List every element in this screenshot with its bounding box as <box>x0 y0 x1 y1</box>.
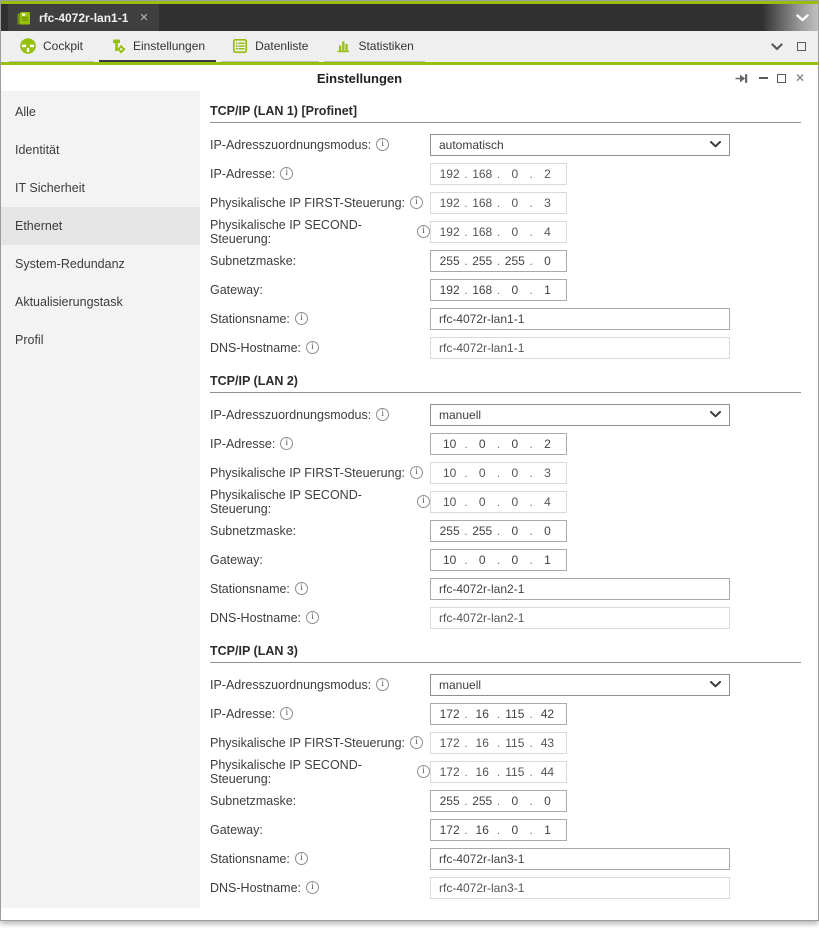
field-label: IP-Adresszuordnungsmodus: i <box>210 408 430 422</box>
field-row <box>210 159 801 188</box>
settings-sidebar <box>1 91 200 908</box>
sidebar-item-alle[interactable]: Alle <box>15 105 36 119</box>
field-row <box>210 275 801 304</box>
field-row <box>210 757 801 786</box>
info-icon[interactable]: i <box>376 408 389 421</box>
subnet-mask-input[interactable]: 255 . 255 . 0 . 0 <box>430 520 567 542</box>
field-label: DNS-Hostname: i <box>210 611 430 625</box>
field-label: IP-Adresse: i <box>210 167 430 181</box>
info-icon[interactable]: i <box>280 707 293 720</box>
tab-cockpit[interactable] <box>9 31 94 62</box>
cockpit-icon <box>20 38 36 54</box>
info-icon[interactable]: i <box>295 582 308 595</box>
station-name-input[interactable] <box>430 848 730 870</box>
field-row <box>210 487 801 516</box>
panel-header <box>1 65 818 91</box>
field-label: Physikalische IP SECOND-Steuerung: i <box>210 218 430 246</box>
data-list-icon <box>232 38 248 54</box>
ip-mode-select[interactable]: manuell <box>430 404 730 426</box>
dns-hostname-input[interactable] <box>430 877 730 899</box>
field-row <box>210 246 801 275</box>
field-label: Subnetzmaske: <box>210 793 297 808</box>
minimize-icon[interactable] <box>759 77 768 79</box>
field-row <box>210 603 801 632</box>
info-icon[interactable]: i <box>376 678 389 691</box>
phys-ip-first-input[interactable]: 192 . 168 . 0 . 3 <box>430 192 567 214</box>
sidebar-item-identitaet[interactable]: Identität <box>15 143 60 157</box>
ip-address-input[interactable]: 172 . 16 . 115 . 42 <box>430 703 567 725</box>
field-label: IP-Adresse: i <box>210 437 430 451</box>
panel-body <box>1 91 818 920</box>
info-icon[interactable]: i <box>280 167 293 180</box>
sidebar-item-system-redundanz[interactable]: System-Redundanz <box>15 257 125 271</box>
chevron-down-icon <box>710 141 721 148</box>
toolbar-right-controls <box>771 31 806 62</box>
subnet-mask-input[interactable]: 255 . 255 . 255 . 0 <box>430 250 567 272</box>
field-label: Physikalische IP FIRST-Steuerung: i <box>210 736 430 750</box>
tab-label: Einstellungen <box>133 38 206 53</box>
device-tab-title: rfc-4072r-lan1-1 <box>39 10 129 25</box>
field-row <box>210 458 801 487</box>
field-row <box>210 670 801 699</box>
field-label: IP-Adresse: i <box>210 707 430 721</box>
section-tcpip-lan2 <box>210 374 801 632</box>
field-row <box>210 429 801 458</box>
tab-label: Cockpit <box>43 39 84 53</box>
panel-title: Einstellungen <box>316 70 403 86</box>
gateway-input[interactable]: 192 . 168 . 0 . 1 <box>430 279 567 301</box>
phys-ip-second-input[interactable]: 172 . 16 . 115 . 44 <box>430 761 567 783</box>
field-label: Physikalische IP SECOND-Steuerung: i <box>210 758 430 786</box>
phys-ip-first-input[interactable]: 10 . 0 . 0 . 3 <box>430 462 567 484</box>
tab-overflow-area <box>762 4 818 31</box>
gateway-input[interactable]: 10 . 0 . 0 . 1 <box>430 549 567 571</box>
field-row <box>210 400 801 429</box>
field-label: Physikalische IP FIRST-Steuerung: i <box>210 196 430 210</box>
sidebar-item-aktualisierungstask[interactable]: Aktualisierungstask <box>15 295 123 309</box>
tab-label: Statistiken <box>358 39 414 53</box>
field-row <box>210 728 801 757</box>
sidebar-item-profil[interactable]: Profil <box>15 333 44 347</box>
phys-ip-second-input[interactable]: 10 . 0 . 0 . 4 <box>430 491 567 513</box>
field-row <box>210 873 801 902</box>
gateway-input[interactable]: 172 . 16 . 0 . 1 <box>430 819 567 841</box>
section-title: TCP/IP (LAN 3) <box>210 644 801 663</box>
field-label: Stationsname: i <box>210 582 430 596</box>
field-row <box>210 699 801 728</box>
sidebar-item-it-sicherheit[interactable]: IT Sicherheit <box>15 181 85 195</box>
field-label: Stationsname: i <box>210 312 430 326</box>
restore-window-icon[interactable] <box>797 42 806 51</box>
tab-statistiken[interactable] <box>324 31 424 62</box>
info-icon[interactable]: i <box>417 495 430 508</box>
field-label: Gateway: <box>210 552 263 567</box>
field-label: DNS-Hostname: i <box>210 881 430 895</box>
field-row <box>210 304 801 333</box>
device-tab[interactable] <box>8 4 159 31</box>
info-icon[interactable]: i <box>280 437 293 450</box>
field-label: DNS-Hostname: i <box>210 341 430 355</box>
info-icon[interactable]: i <box>417 765 430 778</box>
chevron-down-icon <box>710 681 721 688</box>
field-row <box>210 786 801 815</box>
tab-einstellungen[interactable] <box>99 31 216 62</box>
info-icon[interactable]: i <box>410 466 423 479</box>
info-icon[interactable]: i <box>306 611 319 624</box>
plc-device-icon <box>16 10 32 26</box>
chevron-down-icon <box>710 411 721 418</box>
field-label: Physikalische IP SECOND-Steuerung: i <box>210 488 430 516</box>
chevron-down-icon[interactable] <box>796 14 809 22</box>
tab-datenliste[interactable] <box>221 31 319 62</box>
field-label: Stationsname: i <box>210 852 430 866</box>
statistics-icon <box>335 38 351 54</box>
info-icon[interactable]: i <box>295 312 308 325</box>
tab-label: Datenliste <box>255 39 309 53</box>
field-label: Subnetzmaske: <box>210 253 297 268</box>
station-name-input[interactable] <box>430 308 730 330</box>
field-row <box>210 217 801 246</box>
ip-address-input[interactable]: 192 . 168 . 0 . 2 <box>430 163 567 185</box>
field-row <box>210 333 801 362</box>
info-icon[interactable]: i <box>306 881 319 894</box>
subnet-mask-input[interactable]: 255 . 255 . 0 . 0 <box>430 790 567 812</box>
ip-mode-select[interactable]: manuell <box>430 674 730 696</box>
document-tab-bar <box>1 4 818 31</box>
tab-close-icon[interactable]: ✕ <box>139 12 149 24</box>
info-icon[interactable]: i <box>410 196 423 209</box>
phys-ip-second-input[interactable]: 192 . 168 . 0 . 4 <box>430 221 567 243</box>
settings-content <box>200 91 818 920</box>
section-tcpip-lan3 <box>210 644 801 902</box>
field-label: IP-Adresszuordnungsmodus: i <box>210 138 430 152</box>
dns-hostname-input[interactable] <box>430 607 730 629</box>
field-label: Physikalische IP FIRST-Steuerung: i <box>210 466 430 480</box>
settings-tool-icon <box>110 38 126 54</box>
panel-window-controls <box>735 65 805 91</box>
field-label: Gateway: <box>210 282 263 297</box>
info-icon[interactable]: i <box>410 736 423 749</box>
station-name-input[interactable] <box>430 578 730 600</box>
view-toolbar <box>1 31 818 62</box>
field-row <box>210 516 801 545</box>
info-icon[interactable]: i <box>376 138 389 151</box>
info-icon[interactable]: i <box>417 225 430 238</box>
maximize-icon[interactable] <box>777 74 786 83</box>
field-label: Subnetzmaske: <box>210 523 297 538</box>
field-label: Gateway: <box>210 822 263 837</box>
field-label: IP-Adresszuordnungsmodus: i <box>210 678 430 692</box>
ip-mode-select[interactable]: automatisch <box>430 134 730 156</box>
field-row <box>210 545 801 574</box>
section-title: TCP/IP (LAN 2) <box>210 374 801 393</box>
info-icon[interactable]: i <box>295 852 308 865</box>
dns-hostname-input[interactable] <box>430 337 730 359</box>
field-row <box>210 815 801 844</box>
field-row <box>210 844 801 873</box>
pin-icon[interactable] <box>735 72 750 85</box>
field-row <box>210 188 801 217</box>
close-icon[interactable]: ✕ <box>794 71 805 85</box>
field-row <box>210 130 801 159</box>
ip-address-input[interactable]: 10 . 0 . 0 . 2 <box>430 433 567 455</box>
field-row <box>210 574 801 603</box>
chevron-down-icon[interactable] <box>771 43 783 51</box>
section-tcpip-lan1 <box>210 104 801 362</box>
phys-ip-first-input[interactable]: 172 . 16 . 115 . 43 <box>430 732 567 754</box>
sidebar-item-ethernet[interactable]: Ethernet <box>1 207 200 245</box>
info-icon[interactable]: i <box>306 341 319 354</box>
section-title: TCP/IP (LAN 1) [Profinet] <box>210 104 801 123</box>
